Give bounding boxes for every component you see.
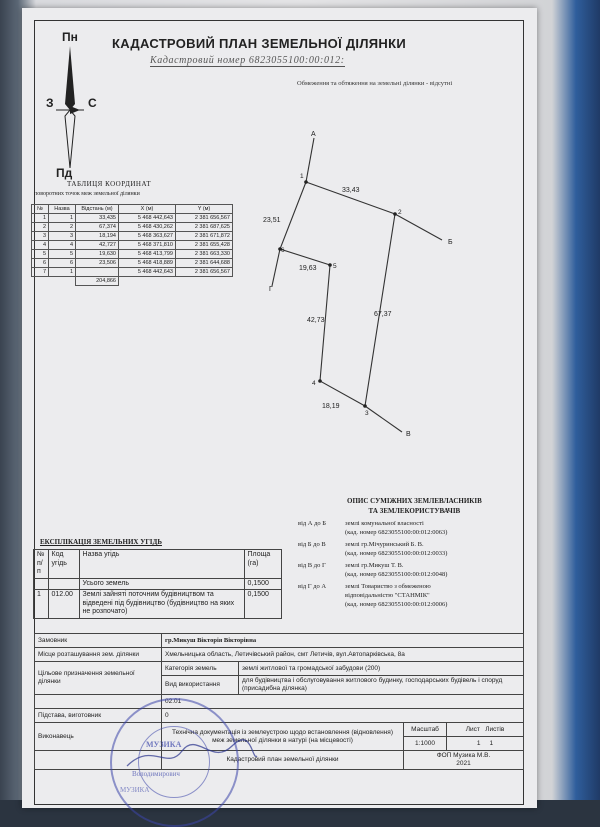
developer-label: Виконавець bbox=[35, 723, 162, 751]
point-marker bbox=[304, 180, 308, 184]
explication-title: ЕКСПЛІКАЦІЯ ЗЕМЕЛЬНИХ УГІДЬ bbox=[40, 538, 162, 546]
cell: 3 bbox=[49, 232, 76, 241]
cell: 7 bbox=[32, 268, 49, 277]
stamp-text: Володимирович bbox=[132, 770, 180, 778]
cell: 5 468 442,643 bbox=[119, 268, 176, 277]
sheets-value: 1 bbox=[489, 739, 494, 747]
cell: 3 bbox=[32, 232, 49, 241]
location-label: Місце розташування зем. ділянки bbox=[35, 648, 162, 662]
sheets-label: Листів bbox=[485, 725, 505, 733]
neighbor-letter: В bbox=[406, 431, 411, 438]
length-label: 67,37 bbox=[374, 311, 392, 318]
cell: 6 bbox=[49, 259, 76, 268]
point-label: 6 bbox=[281, 247, 285, 254]
neighbors-title-line1: ОПИС СУМІЖНИХ ЗЕМЛЕВЛАСНИКІВ bbox=[347, 497, 482, 505]
table-row bbox=[34, 590, 282, 619]
neighbor-letter: Г bbox=[269, 286, 273, 293]
order-value: 0 bbox=[162, 709, 524, 723]
neighbors-title bbox=[347, 496, 482, 516]
restrictions-note: Обмеження та обтяження на земельні ділянки - відсутні bbox=[297, 80, 453, 87]
stamp-text: МУЗИКА bbox=[146, 740, 182, 749]
explication-total-row bbox=[34, 578, 282, 590]
info-row bbox=[35, 723, 524, 737]
sheet-values bbox=[447, 737, 524, 751]
cell: 5 bbox=[32, 250, 49, 259]
cell: 5 468 430,262 bbox=[119, 223, 176, 232]
signature bbox=[122, 736, 262, 776]
cell: 19,630 bbox=[76, 250, 119, 259]
point-label: 4 bbox=[312, 380, 316, 387]
cell: 5 468 371,810 bbox=[119, 241, 176, 250]
ex-row-code: 012.00 bbox=[48, 590, 79, 619]
compass-south: Пд bbox=[56, 166, 73, 180]
cell: 67,374 bbox=[76, 223, 119, 232]
order-label: Підстава, виготовник bbox=[35, 709, 162, 723]
use-label: Вид використання bbox=[162, 676, 239, 695]
cell: 4 bbox=[49, 241, 76, 250]
length-label: 42,73 bbox=[307, 317, 325, 324]
cell: 1 bbox=[49, 268, 76, 277]
ex-h-name: Назва угідь bbox=[79, 550, 244, 579]
ex-h-code: Код угідь bbox=[48, 550, 79, 579]
info-row bbox=[35, 634, 524, 648]
neighbors-title-line2: ТА ЗЕМЛЕКОРИСТУВАЧІВ bbox=[368, 507, 461, 515]
info-block bbox=[34, 633, 524, 770]
ex-total-label: Усього земель bbox=[79, 578, 244, 590]
ex-row-no: 1 bbox=[34, 590, 49, 619]
cell bbox=[48, 578, 79, 590]
explication-table bbox=[33, 549, 282, 619]
year: 2021 bbox=[456, 760, 471, 767]
cell: 2 381 663,330 bbox=[176, 250, 233, 259]
point-marker bbox=[328, 263, 332, 267]
neighbor-line1: землі Товариство з обмеженою bbox=[345, 583, 431, 590]
cell: 2 381 687,625 bbox=[176, 223, 233, 232]
owner-value: гр.Микуш Вікторія Вікторівна bbox=[162, 634, 524, 648]
parcel-boundary bbox=[280, 182, 395, 406]
neighbor-line1: землі гр.Микуш Т. В. bbox=[345, 562, 404, 569]
point-label: 5 bbox=[333, 263, 337, 270]
neighbor-line2: (кад. номер 6823055100:00:012:0048) bbox=[345, 571, 448, 578]
code-value: 02.01 bbox=[162, 695, 524, 709]
neighbor-from: від Г до А bbox=[298, 583, 327, 590]
ex-total-area: 0,1500 bbox=[244, 578, 281, 590]
point-label: 1 bbox=[300, 173, 304, 180]
ex-h-area: Площа (га) bbox=[244, 550, 281, 579]
neighbor-line2: (кад. номер 6823055100:00:012:0033) bbox=[345, 550, 448, 557]
cell: 2 381 656,567 bbox=[176, 268, 233, 277]
cell: 2 381 655,428 bbox=[176, 241, 233, 250]
parcel-plan bbox=[22, 8, 537, 488]
compass-east: С bbox=[88, 96, 97, 110]
neighbor-line-v bbox=[365, 406, 402, 432]
point-marker bbox=[318, 379, 322, 383]
cell: 5 468 442,643 bbox=[119, 214, 176, 223]
cell bbox=[34, 578, 49, 590]
cell: 2 bbox=[32, 223, 49, 232]
cell: 1 bbox=[49, 214, 76, 223]
scale-label: Масштаб bbox=[404, 723, 447, 737]
cell: 2 381 644,688 bbox=[176, 259, 233, 268]
sheet-label: Лист bbox=[465, 725, 480, 733]
point-marker bbox=[393, 212, 397, 216]
coord-h-y: Y (м) bbox=[176, 205, 233, 214]
compass-west: З bbox=[46, 96, 54, 110]
company: ФОП Музика М.В. bbox=[436, 752, 491, 759]
purpose-label: Цільове призначення земельної ділянки bbox=[35, 662, 162, 695]
point-marker bbox=[363, 404, 367, 408]
stamp-text: МУЗИКА bbox=[120, 786, 150, 794]
coord-h-x: X (м) bbox=[119, 205, 176, 214]
point-label: 3 bbox=[365, 410, 369, 417]
info-row bbox=[35, 695, 524, 709]
compass-north: Пн bbox=[62, 30, 78, 44]
use-value: для будівництва і обслуговування житлового будинку, господарських будівель і споруд (присадибна ділянка) bbox=[239, 676, 524, 695]
neighbor-letter: Б bbox=[448, 239, 453, 246]
length-label: 19,63 bbox=[299, 265, 317, 272]
company-cell bbox=[404, 751, 524, 770]
docs-text: Технічна документація із землеустрою щодо встановлення (відновлення) меж земельної ділянки в натурі (на місцевості) bbox=[162, 723, 404, 751]
neighbor-line-b bbox=[395, 214, 442, 240]
neighbor-line-a bbox=[306, 138, 314, 182]
cell: 4 bbox=[32, 241, 49, 250]
neighbor-line1: землі гр.Мічуринський Б. В. bbox=[345, 541, 424, 548]
cadastral-number: Кадастровий номер 6823055100:00:012: bbox=[150, 55, 345, 66]
cell: 2 381 656,567 bbox=[176, 214, 233, 223]
category-value: землі житлової та громадської забудови (200) bbox=[239, 662, 524, 676]
coord-h-no: № bbox=[32, 205, 49, 214]
cell: 2 381 671,872 bbox=[176, 232, 233, 241]
neighbor-line3: (кад. номер 6823055100:00:012:0006) bbox=[345, 601, 448, 608]
scale-value: 1:1000 bbox=[404, 737, 447, 751]
coord-table-subtitle: поворотних точок меж земельної ділянки bbox=[34, 191, 140, 197]
sheet-value: 1 bbox=[476, 739, 481, 747]
cell: 1 bbox=[32, 214, 49, 223]
neighbor-letter: А bbox=[311, 131, 316, 138]
cell: 18,194 bbox=[76, 232, 119, 241]
plan-name: Кадастровий план земельної ділянки bbox=[162, 751, 404, 770]
length-label: 18,19 bbox=[322, 403, 340, 410]
page-title: КАДАСТРОВИЙ ПЛАН ЗЕМЕЛЬНОЇ ДІЛЯНКИ bbox=[112, 36, 406, 51]
ex-row-name: Землі зайняті поточним будівництвом та відведені під будівництво (будівництво на яких не розпочато) bbox=[79, 590, 244, 619]
document-sheet bbox=[22, 8, 537, 808]
coord-table-title: ТАБЛИЦЯ КООРДИНАТ bbox=[67, 180, 152, 188]
info-row bbox=[35, 662, 524, 676]
ex-row-area: 0,1500 bbox=[244, 590, 281, 619]
cell: 23,506 bbox=[76, 259, 119, 268]
category-label: Категорія земель bbox=[162, 662, 239, 676]
neighbor-line-g bbox=[272, 249, 280, 286]
coord-total: 204,866 bbox=[76, 277, 119, 286]
neighbor-line2: відповідальністю "СТАНМІК" bbox=[345, 592, 430, 599]
cell: 5 468 363,627 bbox=[119, 232, 176, 241]
length-label: 23,51 bbox=[263, 217, 281, 224]
explication-header-row bbox=[34, 550, 282, 579]
neighbor-line1: землі комунальної власності bbox=[345, 520, 424, 527]
coord-h-name: Назва bbox=[49, 205, 76, 214]
neighbor-from: від Б до В bbox=[298, 541, 326, 548]
cell: 6 bbox=[32, 259, 49, 268]
cell: 5 bbox=[49, 250, 76, 259]
info-row bbox=[35, 751, 524, 770]
neighbor-from: від А до Б bbox=[298, 520, 327, 527]
neighbor-from: від В до Г bbox=[298, 562, 326, 569]
location-value: Хмельницька область, Летичівський район, смт Летичів, вул.Автопарківська, 8а bbox=[162, 648, 524, 662]
info-row bbox=[35, 648, 524, 662]
cell: 2 bbox=[49, 223, 76, 232]
info-row bbox=[35, 709, 524, 723]
cell: 5 468 418,889 bbox=[119, 259, 176, 268]
cell: 5 468 413,799 bbox=[119, 250, 176, 259]
neighbor-line2: (кад. номер 6823055100:00:012:0063) bbox=[345, 529, 448, 536]
cell: 42,727 bbox=[76, 241, 119, 250]
coord-h-dist: Відстань (м) bbox=[76, 205, 119, 214]
owner-label: Замовник bbox=[35, 634, 162, 648]
ex-h-no: № п/п bbox=[34, 550, 49, 579]
cell: 33,435 bbox=[76, 214, 119, 223]
sheet-labels bbox=[447, 723, 524, 737]
point-label: 2 bbox=[398, 209, 402, 216]
length-label: 33,43 bbox=[342, 187, 360, 194]
